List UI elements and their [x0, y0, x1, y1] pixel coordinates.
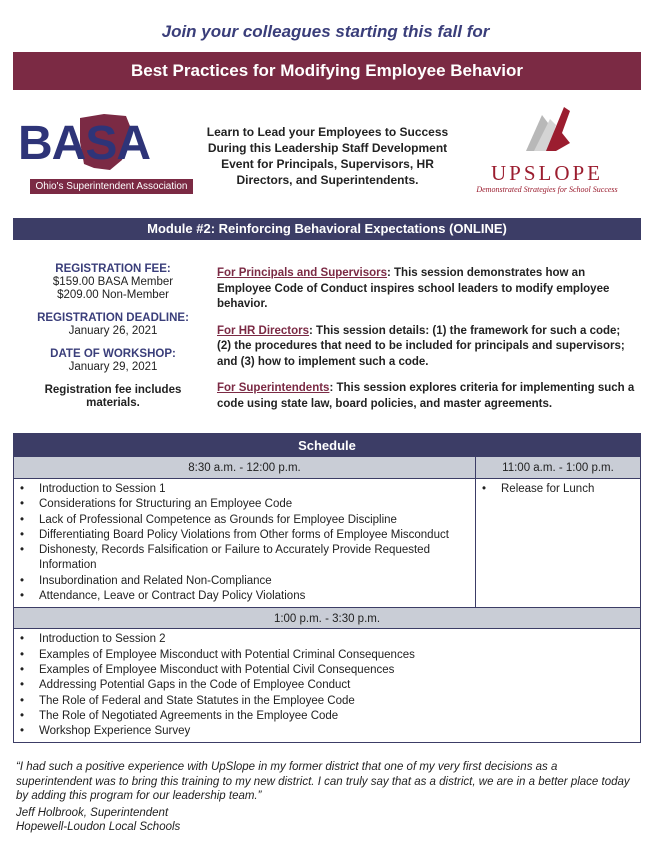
list-item: • Workshop Experience Survey [20, 724, 636, 739]
list-item: • Considerations for Structuring an Employee Code [20, 497, 471, 512]
workshop-date-label: DATE OF WORKSHOP: [50, 348, 176, 360]
deadline-label: REGISTRATION DEADLINE: [37, 312, 189, 324]
list-item: • Dishonesty, Records Falsification or Failure to Accurately Provide Requested Information [20, 543, 471, 574]
audience-label: For Superintendents [217, 382, 330, 394]
deadline-value: January 26, 2021 [68, 325, 158, 337]
basa-wordmark: BASA [18, 117, 151, 170]
afternoon-time: 1:00 p.m. - 3:30 p.m. [14, 607, 640, 629]
list-item: • Differentiating Board Policy Violations from Other forms of Employee Misconduct [20, 528, 471, 543]
tagline: Join your colleagues starting this fall for [161, 22, 490, 41]
fee-label: REGISTRATION FEE: [55, 263, 171, 275]
list-item: • The Role of Negotiated Agreements in the Employee Code [20, 709, 636, 724]
fee-nonmember: $209.00 Non-Member [57, 289, 169, 301]
schedule-heading: Schedule [14, 434, 640, 457]
author-org: Hopewell-Loudon Local Schools [16, 821, 181, 833]
intro-text [200, 124, 455, 188]
morning-time: 8:30 a.m. - 12:00 p.m. [14, 457, 475, 479]
list-item: • Examples of Employee Misconduct with Potential Civil Consequences [20, 663, 636, 678]
module-title: Module #2: Reinforcing Behavioral Expectations (ONLINE) [13, 218, 641, 240]
list-item: • Insubordination and Related Non-Compliance [20, 574, 471, 589]
list-item: • The Role of Federal and State Statutes in the Employee Code [20, 694, 636, 709]
materials-note: Registration fee includes materials. [44, 384, 182, 409]
morning-items [14, 479, 475, 607]
lunch-cell [476, 457, 640, 607]
schedule-row-morning [14, 457, 640, 607]
intro-line: Directors, and Superintendents. [236, 173, 419, 187]
basa-banner: Ohio's Superintendent Association [30, 179, 193, 194]
session-text: : This session demonstrates how an Employee Code of Conduct inspires school leaders to modify employee behavior. [217, 267, 610, 310]
upslope-tagline: Demonstrated Strategies for School Success [476, 185, 618, 194]
session-superintendents [217, 381, 637, 412]
upslope-wordmark: UPSLOPE [490, 161, 604, 185]
list-item: • Introduction to Session 1 [20, 482, 471, 497]
intro-line: During this Leadership Staff Development [207, 141, 448, 155]
intro-line: Learn to Lead your Employees to Success [206, 125, 449, 139]
session-principals [217, 266, 637, 313]
registration-info [18, 263, 208, 410]
page-title: Best Practices for Modifying Employee Behavior [13, 52, 641, 90]
afternoon-items [14, 629, 640, 742]
testimonial-author [16, 806, 316, 834]
morning-cell [14, 457, 476, 607]
list-item: • Examples of Employee Misconduct with Potential Criminal Consequences [20, 648, 636, 663]
schedule-table [13, 433, 641, 743]
testimonial-quote: “I had such a positive experience with UpSlope in my former district that one of my very first decisions as a superintendent was to bring this training to my new district. I can truly say that as a district, we are in a better place today by adding this program for our leadership team.” [16, 761, 630, 802]
list-item: • Lack of Professional Competence as Grounds for Employee Discipline [20, 513, 471, 528]
session-text: : This session details: (1) the framework for such a code; (2) the procedures that need to be included for principals and supervisors; and (3) how to implement such a code. [217, 324, 625, 368]
workshop-date-value: January 29, 2021 [68, 361, 158, 373]
session-text: : This session explores criteria for implementing such a code using state law, board policies, and master agreements. [217, 382, 635, 410]
list-item: • Release for Lunch [482, 482, 636, 497]
list-item: • Attendance, Leave or Contract Day Policy Violations [20, 589, 471, 604]
fee-member: $159.00 BASA Member [52, 276, 174, 288]
list-item: • Introduction to Session 2 [20, 632, 636, 647]
session-hr [217, 324, 637, 371]
lunch-items [476, 479, 640, 500]
author-name: Jeff Holbrook, Superintendent [16, 807, 169, 819]
lunch-time: 11:00 a.m. - 1:00 p.m. [476, 457, 640, 479]
audience-label: For Principals and Supervisors [217, 267, 387, 279]
upslope-mountain-icon [520, 103, 576, 159]
session-descriptions [217, 266, 637, 423]
list-item: • Addressing Potential Gaps in the Code of Employee Conduct [20, 678, 636, 693]
audience-label: For HR Directors [217, 324, 310, 337]
intro-line: Event for Principals, Supervisors, HR [221, 157, 434, 171]
upslope-logo [472, 103, 622, 195]
basa-logo [18, 112, 193, 196]
